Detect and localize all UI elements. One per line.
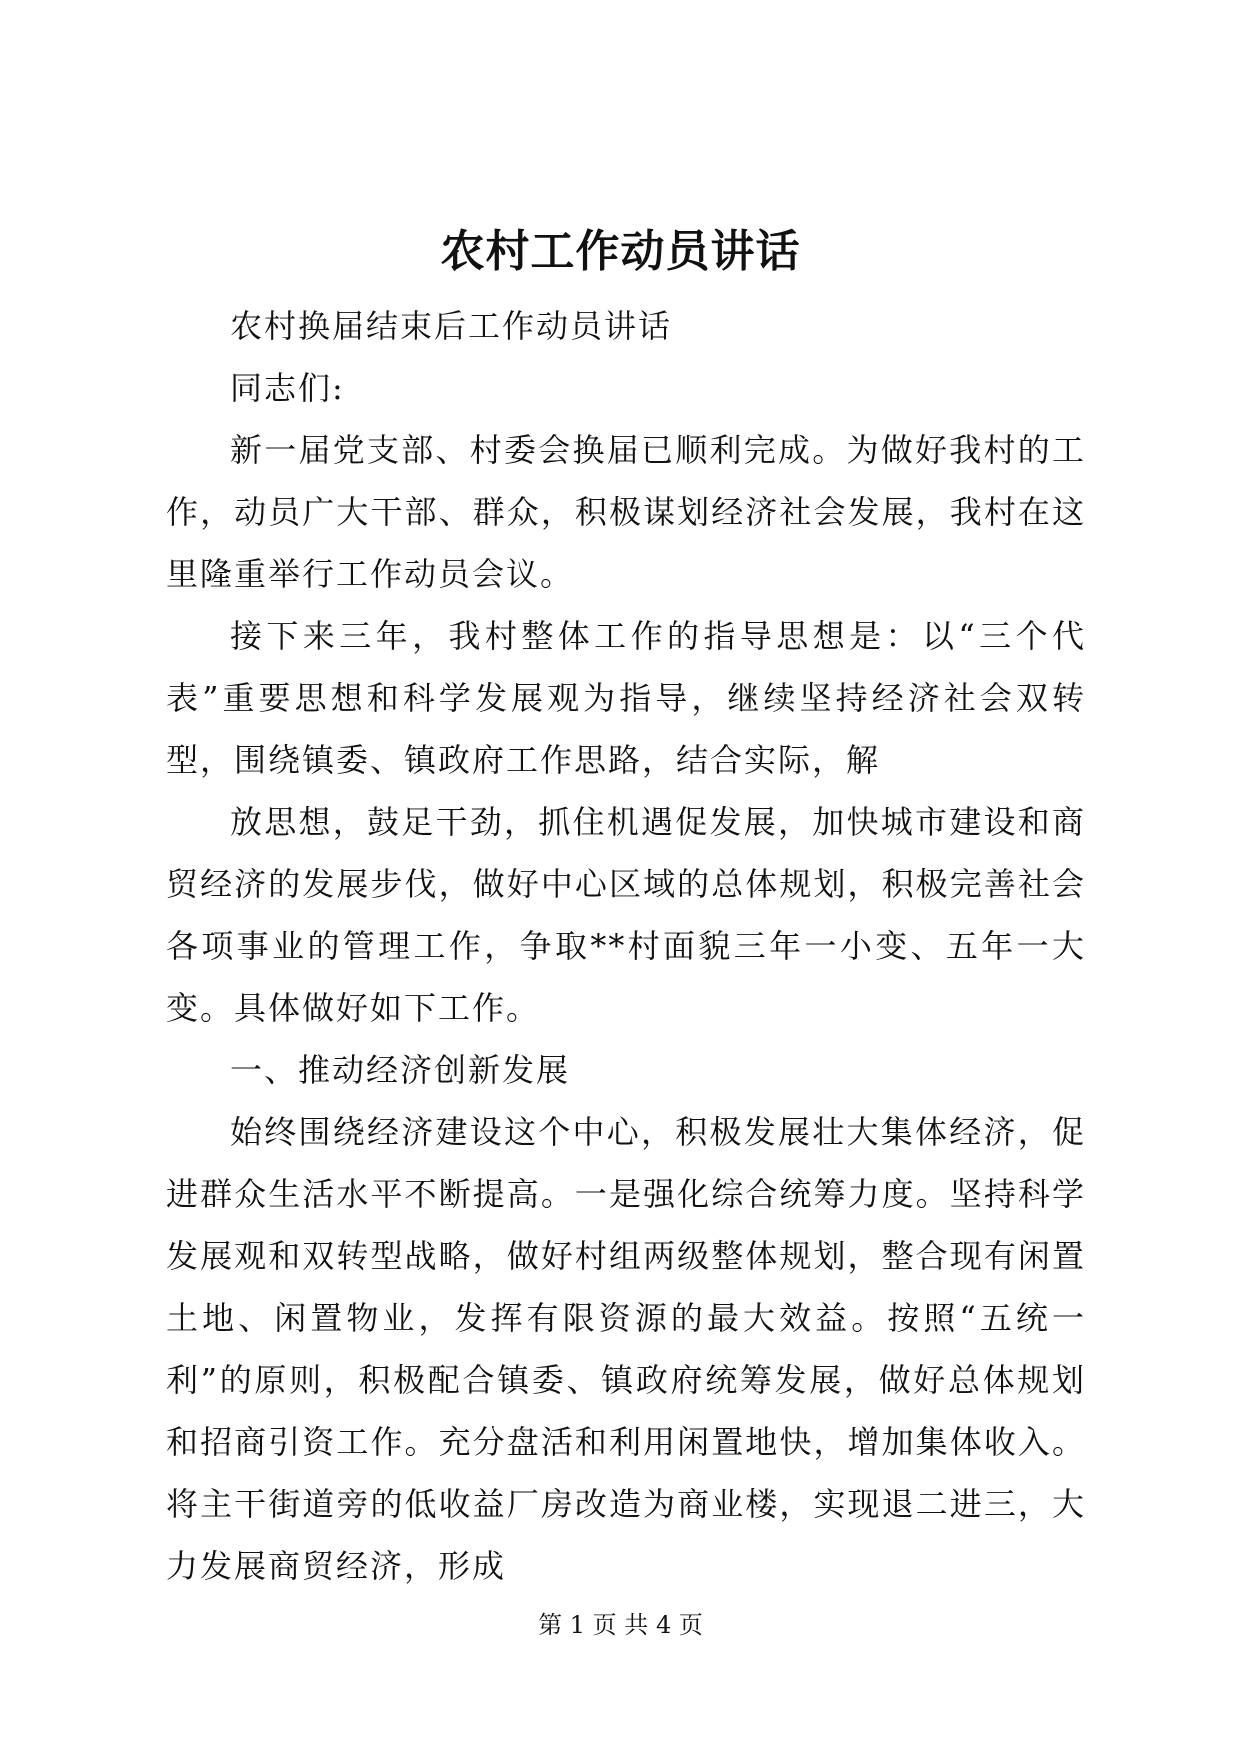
section-heading: 一、推动经济创新发展: [230, 1051, 571, 1089]
page-footer: 第 1 页 共 4 页: [538, 1611, 703, 1639]
salutation-paragraph: 同志们:: [230, 369, 345, 407]
subtitle-paragraph: 农村换届结束后工作动员讲话: [230, 307, 673, 345]
document-title: 农村工作动员讲话: [440, 226, 801, 277]
document-body: [166, 295, 1086, 1597]
body-paragraph: 放思想，鼓足干劲，抓住机遇促发展，加快城市建设和商贸经济的发展步伐，做好中心区域的总体规划，积极完善社会各项事业的管理工作，争取**村面貌三年一小变、五年一大变。具体做好如下工作。: [166, 803, 1086, 1027]
body-paragraph: 始终围绕经济建设这个中心，积极发展壮大集体经济，促进群众生活水平不断提高。一是强化综合统筹力度。坚持科学发展观和双转型战略，做好村组两级整体规划，整合现有闲置土地、闲置物业，发挥有限资源的最大效益。按照“五统一利”的原则，积极配合镇委、镇政府统筹发展，做好总体规划和招商引资工作。充分盘活和利用闲置地快，增加集体收入。将主干街道旁的低收益厂房改造为商业楼，实现退二进三，大力发展商贸经济，形成: [166, 1113, 1086, 1585]
body-paragraph: 新一届党支部、村委会换届已顺利完成。为做好我村的工作，动员广大干部、群众，积极谋划经济社会发展，我村在这里隆重举行工作动员会议。: [166, 431, 1086, 593]
body-paragraph: 接下来三年，我村整体工作的指导思想是：以“三个代表”重要思想和科学发展观为指导，继续坚持经济社会双转型，围绕镇委、镇政府工作思路，结合实际，解: [166, 617, 1086, 779]
